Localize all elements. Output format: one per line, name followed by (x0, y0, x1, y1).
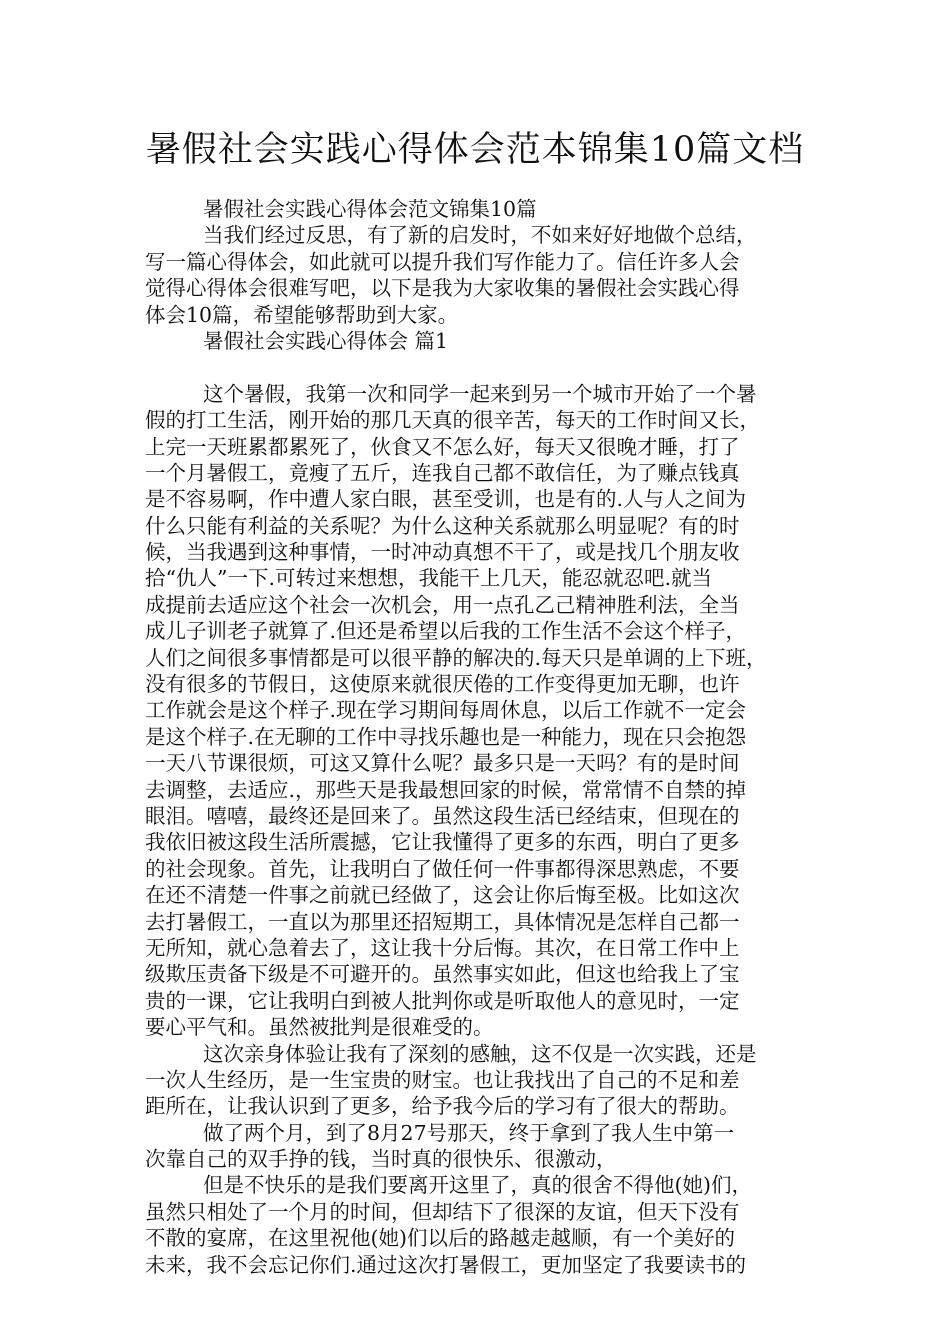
text-line: 什么只能有利益的关系呢？为什么这种关系就那么明显呢？有的时 (145, 513, 740, 538)
document-body (145, 196, 807, 1278)
text-line: 上完一天班累都累死了，伙食又不怎么好，每天又很晚才睡，打了 (145, 434, 740, 459)
text-line: 没有很多的节假日，这使原来就很厌倦的工作变得更加无聊，也许 (145, 672, 740, 697)
text-line: 虽然只相处了一个月的时间，但却结下了很深的友谊，但天下没有 (145, 1199, 740, 1224)
text-line: 的社会现象。首先，让我明白了做任何一件事都得深思熟虑，不要 (145, 856, 740, 881)
text-line: 是不容易啊，作中遭人家白眼，甚至受训，也是有的.人与人之间为 (145, 487, 747, 512)
text-line: 一次人生经历，是一生宝贵的财宝。也让我找出了自己的不足和差 (145, 1067, 740, 1092)
text-line: 无所知，就心急着去了，这让我十分后悔。其次，在日常工作中上 (145, 935, 740, 960)
text-line: 成提前去适应这个社会一次机会，用一点孔乙己精神胜利法，全当 (145, 592, 740, 617)
text-line: 候，当我遇到这种事情，一时冲动真想不干了，或是找几个朋友收 (145, 540, 740, 565)
text-line: 但是不快乐的是我们要离开这里了，真的很舍不得他(她)们， (203, 1173, 752, 1198)
text-line: 去调整，去适应.，那些天是我最想回家的时候，常常情不自禁的掉 (145, 777, 747, 802)
text-line: 觉得心得体会很难写吧，以下是我为大家收集的暑假社会实践心得 (145, 276, 740, 301)
blank-line (145, 354, 807, 380)
text-line: 工作就会是这个样子.现在学习期间每周休息，以后工作就不一定会 (145, 698, 747, 723)
text-line: 体会10篇，希望能够帮助到大家。 (145, 302, 459, 327)
document-title: 暑假社会实践心得体会范本锦集10篇文档 (145, 130, 805, 170)
text-line: 暑假社会实践心得体会 篇1 (203, 328, 449, 353)
text-line: 一天八节课很烦，可这又算什么呢？最多只是一天吗？有的是时间 (145, 751, 740, 776)
text-line: 距所在，让我认识到了更多，给予我今后的学习有了很大的帮助。 (145, 1094, 740, 1119)
text-line: 做了两个月，到了8月27号那天，终于拿到了我人生中第一 (203, 1120, 735, 1145)
text-line: 未来，我不会忘记你们.通过这次打暑假工，更加坚定了我要读书的 (145, 1252, 747, 1277)
text-line: 假的打工生活，刚开始的那几天真的很辛苦，每天的工作时间又长， (145, 408, 760, 433)
text-line: 次靠自己的双手挣的钱，当时真的很快乐、很激动， (145, 1147, 617, 1172)
text-line: 在还不清楚一件事之前就已经做了，这会让你后悔至极。比如这次 (145, 883, 740, 908)
text-line: 去打暑假工，一直以为那里还招短期工，具体情况是怎样自己都一 (145, 909, 740, 934)
text-line: 暑假社会实践心得体会范文锦集10篇 (203, 197, 537, 221)
text-line: 是这个样子.在无聊的工作中寻找乐趣也是一种能力，现在只会抱怨 (145, 724, 747, 749)
text-line: 要心平气和。虽然被批判是很难受的。 (145, 1015, 494, 1040)
text-line: 眼泪。嘻嘻，最终还是回来了。虽然这段生活已经结束，但现在的 (145, 803, 740, 828)
text-line: 这个暑假，我第一次和同学一起来到另一个城市开始了一个暑 (203, 381, 757, 406)
text-line: 拾“仇人”一下.可转过来想想，我能干上几天，能忍就忍吧.就当 (145, 566, 712, 591)
text-line: 不散的宴席，在这里祝他(她)们以后的路越走越顺，有一个美好的 (145, 1226, 735, 1251)
text-line: 成儿子训老子就算了.但还是希望以后我的工作生活不会这个样子， (145, 619, 747, 644)
text-line: 级欺压责备下级是不可避开的。虽然事实如此，但这也给我上了宝 (145, 962, 740, 987)
text-line: 一个月暑假工，竟瘦了五斤，连我自己都不敢信任，为了赚点钱真 (145, 460, 740, 485)
text-line: 这次亲身体验让我有了深刻的感触，这不仅是一次实践，还是 (203, 1041, 757, 1066)
text-line: 人们之间很多事情都是可以很平静的解决的.每天只是单调的上下班， (145, 645, 767, 670)
text-line: 写一篇心得体会，如此就可以提升我们写作能力了。信任许多人会 (145, 249, 740, 274)
text-line: 我依旧被这段生活所震撼，它让我懂得了更多的东西，明白了更多 (145, 830, 740, 855)
text-line: 当我们经过反思，有了新的启发时，不如来好好地做个总结， (203, 223, 757, 248)
text-line: 贵的一课，它让我明白到被人批判你或是听取他人的意见时，一定 (145, 988, 740, 1013)
